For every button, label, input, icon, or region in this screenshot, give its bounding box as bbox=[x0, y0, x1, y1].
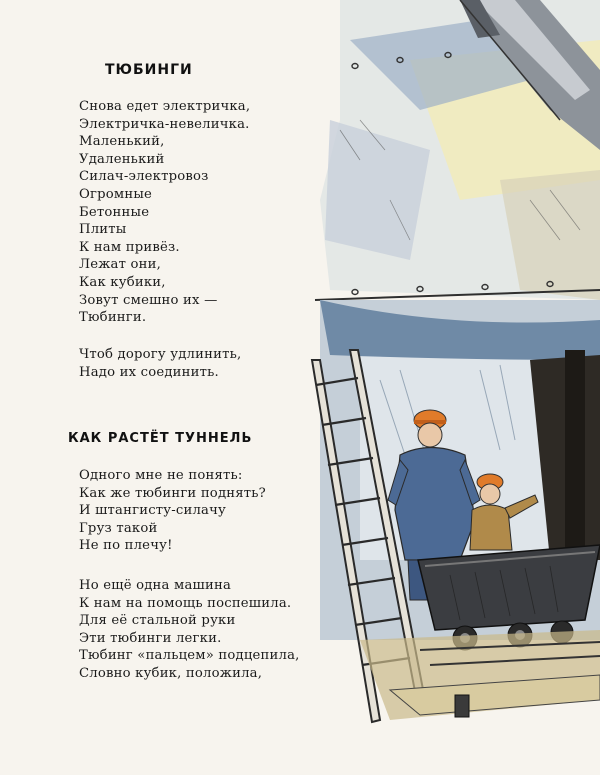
poem-title-tubingi: ТЮБИНГИ bbox=[105, 62, 193, 78]
tunnel-illustration bbox=[300, 0, 600, 775]
poem-line: Для её стальной руки bbox=[79, 613, 236, 629]
poem-stanza bbox=[79, 467, 266, 555]
poem-line: Бетонные bbox=[79, 204, 150, 220]
poem-line: Электричка-невеличка. bbox=[79, 116, 250, 132]
upper-scene bbox=[315, 0, 600, 300]
poem-line: Как же тюбинги поднять? bbox=[79, 485, 266, 501]
poem-line: Как кубики, bbox=[79, 274, 166, 290]
poem-line: Снова едет электричка, bbox=[79, 99, 251, 114]
poem-line: Чтоб дорогу удлинить, bbox=[79, 347, 242, 362]
poem-line: Огромные bbox=[79, 186, 153, 202]
poem-line: Маленький, bbox=[79, 134, 165, 150]
ground bbox=[360, 630, 600, 720]
poem-line: Эти тюбинги легки. bbox=[79, 630, 222, 646]
poem-line: Не по плечу! bbox=[79, 538, 173, 554]
poem-line: И штангисту-силачу bbox=[79, 503, 226, 519]
poem-line: Плиты bbox=[79, 222, 127, 238]
poem-line: Словно кубик, положила, bbox=[79, 665, 263, 681]
poem-line: Но ещё одна машина bbox=[79, 578, 232, 593]
poem-line: Груз такой bbox=[79, 520, 158, 536]
poem-line: Удаленький bbox=[79, 151, 165, 167]
poem-stanza bbox=[79, 98, 250, 327]
poem-line: Лежат они, bbox=[79, 257, 162, 273]
poem-line: Надо их соединить. bbox=[79, 364, 219, 380]
poem-stanza bbox=[79, 346, 241, 381]
poem-title-tunnel: КАК РАСТЁТ ТУННЕЛЬ bbox=[68, 431, 253, 446]
poem-line: Тюбинги. bbox=[79, 310, 147, 326]
poem-line: К нам на помощь поспешила. bbox=[79, 595, 292, 611]
poem-line: К нам привёз. bbox=[79, 239, 180, 255]
poem-line: Силач-электровоз bbox=[79, 169, 209, 185]
poem-stanza bbox=[79, 577, 300, 683]
poem-line: Зовут смешно их — bbox=[79, 292, 218, 308]
poem-line: Одного мне не понять: bbox=[79, 468, 243, 483]
poem-line: Тюбинг «пальцем» подцепила, bbox=[79, 648, 300, 664]
